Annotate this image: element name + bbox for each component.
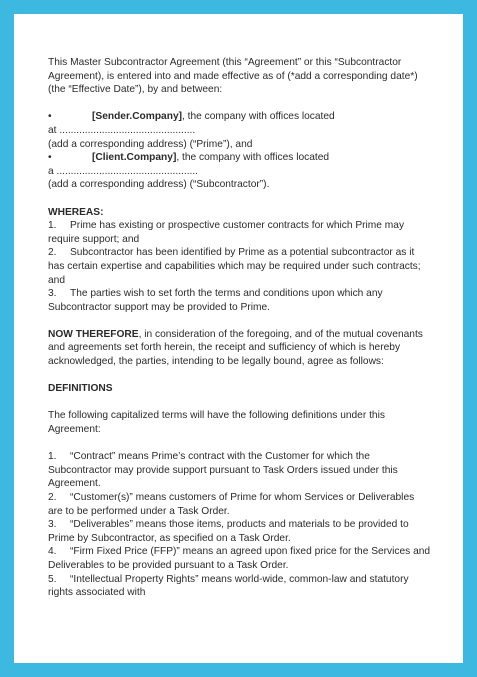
- party-text: , the company with offices located: [176, 152, 330, 164]
- now-therefore-paragraph: NOW THEREFORE, in consideration of the foregoing, and of the mutual covenants and agreements set forth herein, the receipt and sufficiency of which is hereby acknowledged, the parties, intending to be legally bound, agree as follows:: [48, 328, 423, 368]
- list-item: 2. Subcontractor has been identified by Prime as a potential subcontractor as it has certain expertise and capabilities which may be required under such contracts; and: [48, 247, 421, 286]
- document-page: [14, 14, 463, 663]
- list-item: 3. “Deliverables” means those items, products and materials to be provided to Prime by Subcontractor, as specified on a Task Order.: [48, 519, 409, 544]
- definitions-intro: The following capitalized terms will have the following definitions under this Agreement:: [48, 410, 385, 436]
- intro-paragraph: This Master Subcontractor Agreement (this “Agreement” or this “Subcontractor Agreement), is entered into and made effective as of (*add a corresponding date*) (the “Effective Date”), by and between:: [48, 57, 418, 96]
- party-address-line: a ..................................................: [48, 165, 199, 177]
- client-company-placeholder: [Client.Company]: [92, 152, 177, 164]
- definitions-heading: DEFINITIONS: [48, 383, 113, 395]
- party-sender: [48, 110, 431, 151]
- list-item: 2. “Customer(s)” means customers of Prime for whom Services or Deliverables are to be performed under a Task Order.: [48, 492, 415, 517]
- list-item: 1. Prime has existing or prospective customer contracts for which Prime may require support; and: [48, 220, 405, 245]
- bullet: •: [48, 152, 52, 164]
- list-item: 3. The parties wish to set forth the terms and conditions upon which any Subcontractor support may be provided to Prime.: [48, 288, 383, 313]
- list-item: 5. “Intellectual Property Rights” means world-wide, common-law and statutory rights associated with: [48, 573, 409, 599]
- bullet: •: [48, 111, 52, 123]
- party-role-line: (add a corresponding address) (“Prime”), and: [48, 138, 253, 150]
- list-item: 1. “Contract” means Prime’s contract with the Customer for which the Subcontractor may provide support pursuant to Task Orders issued under this Agreement.: [48, 451, 398, 490]
- party-address-line: at ................................................: [48, 124, 196, 136]
- list-item: 4. “Firm Fixed Price (FFP)” means an agreed upon fixed price for the Services and Deliverables to be provided pursuant to a Task Order.: [48, 546, 431, 571]
- sender-company-placeholder: [Sender.Company]: [92, 111, 183, 123]
- party-role-line: (add a corresponding address) (“Subcontractor”).: [48, 179, 270, 191]
- party-client: [48, 151, 431, 192]
- party-text: , the company with offices located: [182, 111, 335, 123]
- whereas-heading: WHEREAS:: [48, 206, 104, 218]
